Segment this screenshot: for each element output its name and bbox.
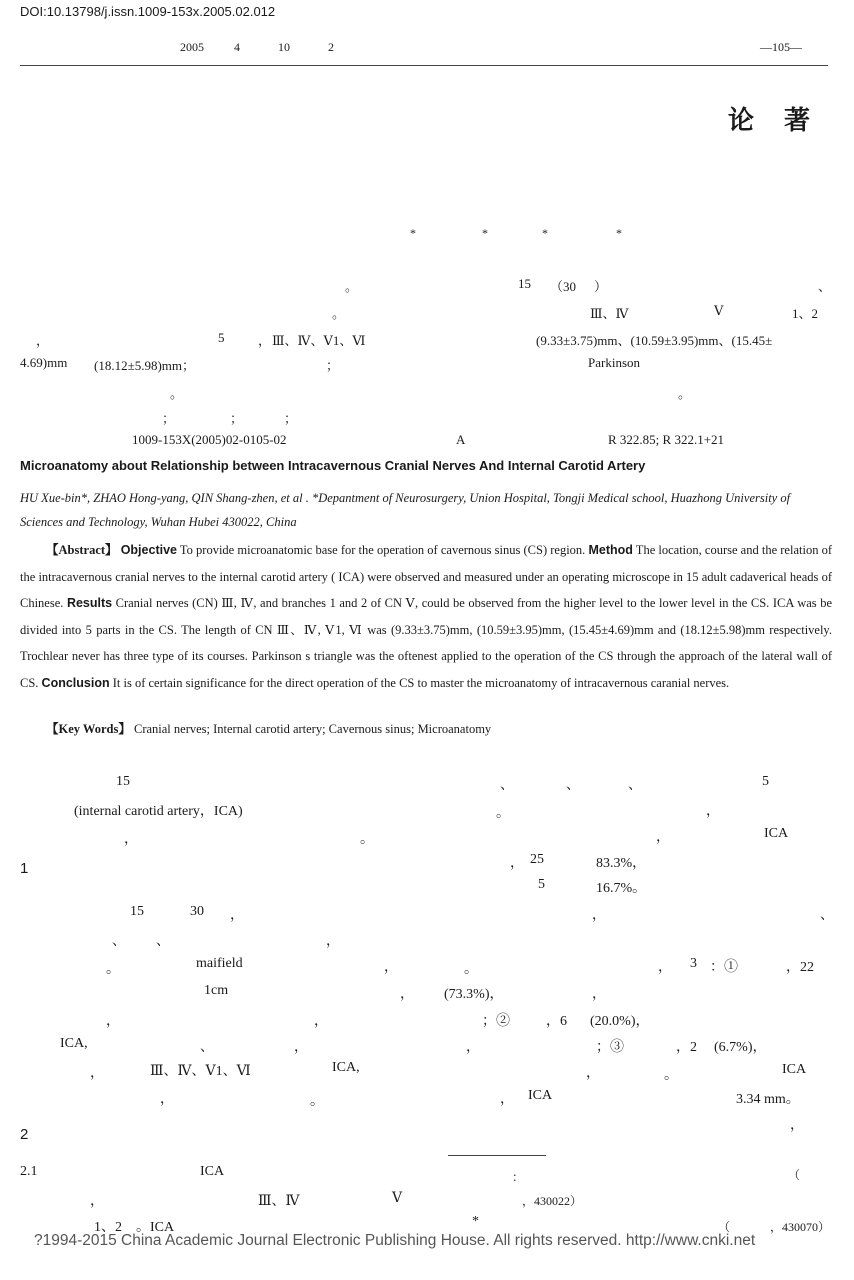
- body-fragment: 。: [664, 1068, 678, 1083]
- objective-text: To provide microanatomic base for the operation of cavernous sinus (CS) region.: [176, 543, 589, 557]
- body-fragment: ICA: [782, 1062, 807, 1077]
- keywords-label: 【Key Words】: [46, 722, 131, 736]
- body-fragment: ，: [586, 1066, 600, 1081]
- objective-label: Objective: [120, 543, 177, 557]
- author-asterisk: *: [542, 226, 548, 240]
- body-fragment: ，: [656, 830, 670, 845]
- body-fragment: ，: [466, 1040, 480, 1055]
- body-fragment: ，2: [676, 1040, 697, 1055]
- cn-abstract-fragment: Parkinson: [588, 355, 640, 370]
- body-fragment: ，: [90, 1194, 104, 1209]
- cn-abstract-fragment: ，: [36, 333, 50, 348]
- body-fragment: 15: [130, 904, 144, 919]
- body-fragment: (internal carotid artery，ICA): [74, 804, 243, 819]
- body-fragment: ，: [592, 908, 606, 923]
- body-fragment: ICA,: [332, 1060, 360, 1075]
- body-fragment: ：①: [710, 960, 738, 975]
- body-fragment: ，: [160, 1092, 174, 1107]
- body-fragment: 1、2 。ICA: [94, 1220, 175, 1235]
- english-title: Microanatomy about Relationship between Intracavernous Cranial Nerves And Internal Carotid Artery: [20, 458, 646, 473]
- cn-keyword-sep: ；: [162, 411, 176, 426]
- cn-abstract-fragment: (18.12±5.98)mm；: [94, 358, 196, 373]
- body-fragment: maifield: [196, 956, 243, 971]
- cn-abstract-fragment: 5: [218, 330, 225, 345]
- section-heading-1: 1: [20, 860, 29, 877]
- body-fragment: ，: [124, 832, 138, 847]
- body-fragment: 1cm: [204, 983, 229, 998]
- results-text: Cranial nerves (CN) Ⅲ, Ⅳ, and branches 1 and 2 of CN Ⅴ, could be observed from the higher level to the lower level in the CS. ICA was be divided into 5 parts in the CS. The length of CN Ⅲ、Ⅳ, Ⅴ1, Ⅵ was (9.33±3.75)mm, (10.59±3.95)mm, (15.45±4.69)mm and (18.12±5.98)mm respectively. Trochlear never has three type of its courses. Parkinson s triangle was the oftenest applied to the operation of the CS through the approach of the lateral wall of CS.: [20, 596, 832, 690]
- body-fragment: 15: [116, 774, 130, 789]
- footnote-fragment: （: [788, 1168, 801, 1182]
- results-label: Results: [66, 596, 113, 610]
- body-fragment: 、: [112, 934, 126, 949]
- cn-abstract-fragment: 15: [518, 276, 531, 291]
- body-fragment: ICA: [528, 1088, 553, 1103]
- cn-abstract-fragment: （30: [550, 279, 577, 294]
- cn-abstract-fragment: 。: [170, 386, 184, 401]
- english-keywords: [46, 719, 491, 737]
- body-fragment: Ⅲ、Ⅳ、Ⅴ1、Ⅵ: [150, 1064, 251, 1079]
- body-fragment: ，: [314, 1014, 328, 1029]
- author-asterisk: *: [482, 226, 488, 240]
- conclusion-text: It is of certain significance for the direct operation of the CS to master the microanatomy of intracavernous caranial nerves.: [109, 675, 730, 690]
- body-fragment: 。: [310, 1094, 324, 1109]
- method-text: The location, course and the relation of the intracavernous cranial nerves to the internal carotid artery ( ICA) were observed and measured under an operating microscope in 15 adult cadaverical heads of Chinese.: [20, 543, 832, 610]
- cn-abstract-fragment: ，: [258, 333, 272, 348]
- cn-abstract-fragment: 4.69)mm: [20, 355, 68, 370]
- header-no: 2: [328, 40, 334, 54]
- body-fragment: 3.34 mm。: [736, 1092, 800, 1107]
- body-fragment: 。: [360, 832, 374, 847]
- cn-abstract-fragment: ）: [594, 279, 608, 294]
- author-asterisk: *: [616, 226, 622, 240]
- copyright-watermark[interactable]: ?1994-2015 China Academic Journal Electronic Publishing House. All rights reserved. http://www.cnki.net: [34, 1232, 756, 1249]
- cn-abstract-fragment: 。: [678, 386, 692, 401]
- clc-number: R 322.85; R 322.1+21: [608, 432, 725, 447]
- body-fragment: 、: [500, 778, 514, 793]
- body-fragment: 、: [628, 778, 642, 793]
- body-fragment: ，: [326, 934, 340, 949]
- body-fragment: ICA: [764, 826, 789, 841]
- body-fragment: ，: [658, 960, 672, 975]
- footnote-rule: [448, 1155, 546, 1156]
- footnote-fragment: ：: [512, 1170, 525, 1184]
- section-tag: 论 著: [727, 106, 812, 136]
- cn-abstract-fragment: Ⅴ: [714, 303, 724, 318]
- keywords-text: Cranial nerves; Internal carotid artery; Cavernous sinus; Microanatomy: [130, 722, 492, 736]
- author-asterisk: *: [410, 226, 416, 240]
- section-heading-2: 2: [20, 1126, 29, 1143]
- header-issue: 10: [278, 40, 290, 54]
- body-fragment: ，: [384, 960, 398, 975]
- body-fragment: ，: [592, 987, 606, 1002]
- cn-abstract-fragment: Ⅲ、Ⅳ: [590, 306, 629, 321]
- body-fragment: ，: [706, 804, 720, 819]
- body-fragment: ICA,: [60, 1036, 88, 1051]
- article-code: 1009-153X(2005)02-0105-02: [132, 432, 287, 447]
- body-fragment: ，: [790, 1118, 804, 1133]
- footnote-fragment: ，430070）: [770, 1220, 831, 1234]
- body-fragment: 。: [464, 962, 478, 977]
- cn-keyword-sep: ；: [230, 411, 244, 426]
- footnote-fragment: （: [718, 1220, 731, 1234]
- body-fragment: ，: [90, 1066, 104, 1081]
- header-volume: 4: [234, 40, 240, 54]
- doi-line[interactable]: DOI:10.13798/j.issn.1009-153x.2005.02.012: [20, 4, 276, 19]
- cn-keyword-sep: ；: [284, 411, 298, 426]
- body-fragment: 25: [530, 852, 544, 867]
- header-rule: [20, 65, 828, 66]
- body-fragment: ，: [294, 1040, 308, 1055]
- footnote-star: *: [472, 1214, 479, 1229]
- cn-abstract-fragment: 。: [332, 306, 346, 321]
- body-fragment: ，: [106, 1014, 120, 1029]
- cn-abstract-fragment: 。: [345, 279, 359, 294]
- body-fragment: 3: [690, 956, 697, 971]
- body-fragment: 、: [156, 934, 170, 949]
- page-number: —105—: [760, 40, 802, 54]
- cn-abstract-fragment: ；: [326, 358, 340, 373]
- body-fragment: 。: [106, 962, 120, 977]
- body-fragment: ；②: [482, 1014, 510, 1029]
- body-fragment: 83.3%，: [596, 856, 647, 871]
- cn-abstract-fragment: (9.33±3.75)mm、(10.59±3.95)mm、(15.45±: [536, 333, 773, 348]
- body-fragment: ，6: [546, 1014, 567, 1029]
- body-fragment: ICA: [200, 1164, 225, 1179]
- body-fragment: ，: [230, 908, 244, 923]
- english-authors: HU Xue-bin*, ZHAO Hong-yang, QIN Shang-zhen, et al . *Depantment of Neurosurgery, Union Hospital, Tongji Medical school, Huazhong University of Sciences and Technology, Wuhan Hubei 430022, China: [20, 491, 791, 529]
- body-fragment: 、: [820, 908, 834, 923]
- subsection-heading-2-1: 2.1: [20, 1164, 38, 1179]
- cn-abstract-fragment: Ⅲ、Ⅳ、Ⅴ1、Ⅵ: [272, 333, 366, 348]
- body-fragment: ；③: [596, 1040, 624, 1055]
- body-fragment: 5: [762, 774, 769, 789]
- body-fragment: Ⅲ、Ⅳ: [258, 1194, 300, 1209]
- method-label: Method: [588, 543, 633, 557]
- body-fragment: (20.0%)，: [590, 1014, 650, 1029]
- body-fragment: 30: [190, 904, 204, 919]
- footnote-fragment: ，430022）: [522, 1194, 583, 1208]
- english-abstract: [20, 537, 832, 696]
- body-fragment: ，: [400, 987, 414, 1002]
- body-fragment: 。: [496, 806, 510, 821]
- header-year: 2005: [180, 40, 204, 54]
- body-fragment: Ⅴ: [392, 1191, 403, 1206]
- abstract-label: 【Abstract】: [46, 543, 118, 557]
- body-fragment: 、: [200, 1040, 214, 1055]
- conclusion-label: Conclusion: [41, 675, 110, 690]
- body-fragment: (6.7%)，: [714, 1040, 767, 1055]
- body-fragment: ，22: [786, 960, 814, 975]
- body-fragment: (73.3%)，: [444, 987, 504, 1002]
- cn-abstract-fragment: 、: [818, 279, 832, 294]
- document-code: A: [456, 432, 466, 447]
- body-fragment: 、: [566, 778, 580, 793]
- cn-abstract-fragment: 1、2: [792, 306, 819, 321]
- body-fragment: ，: [500, 1092, 514, 1107]
- body-fragment: 16.7%。: [596, 881, 647, 896]
- body-fragment: 5: [538, 877, 545, 892]
- body-fragment: ，: [510, 856, 524, 871]
